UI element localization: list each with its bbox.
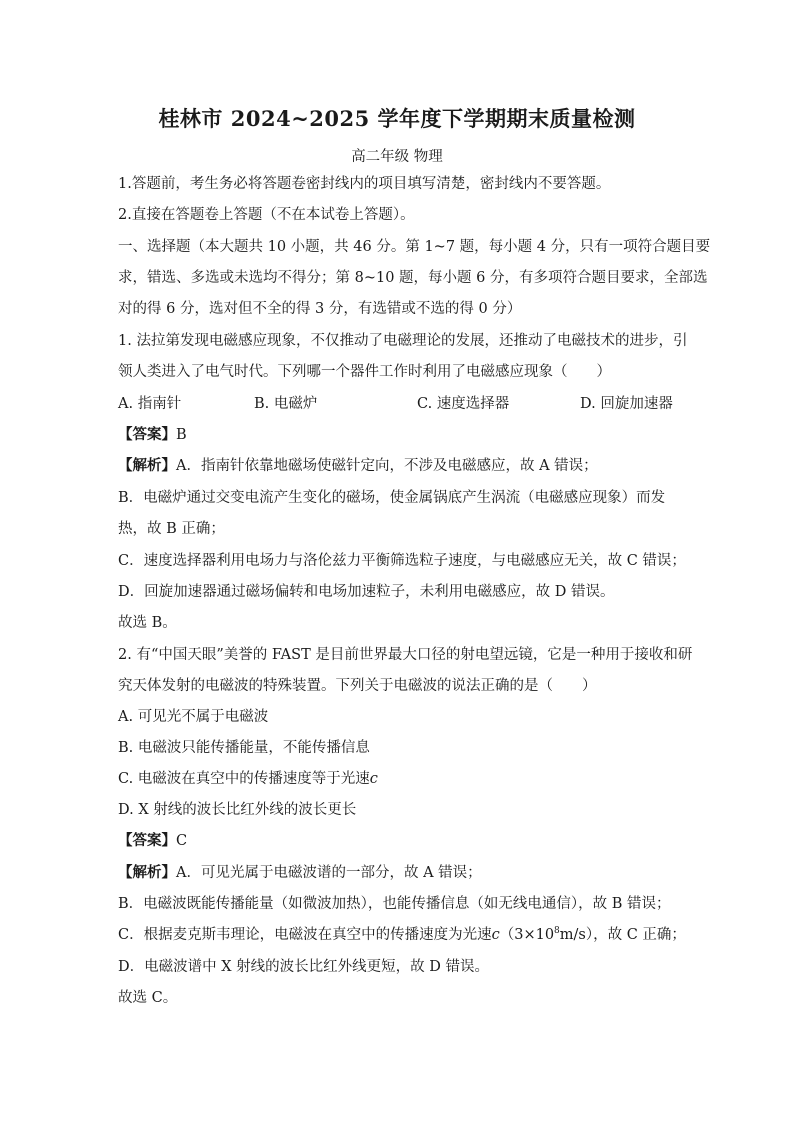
answer-value: B [176,427,187,443]
question-stem: 2. 有“中国天眼”美誉的 FAST 是目前世界最大口径的射电望远镜，它是一种用于接收和研 [118,647,693,663]
analysis-text: A．可见光属于电磁波谱的一部分，故 A 错误； [176,865,482,881]
analysis-text: 故选 C。 [118,990,178,1006]
analysis-line [118,456,598,476]
option-a: A. 指南针 [118,396,182,412]
analysis-text [118,925,686,945]
exponent: 8 [554,926,560,937]
option-b: B. 电磁炉 [254,396,318,412]
analysis-line [118,863,482,883]
question-stem: 1. 法拉第发现电磁感应现象，不仅推动了电磁理论的发展，还推动了电磁技术的进步，引 [118,333,688,349]
analysis-label: 【解析】 [118,457,176,474]
analysis-text: 故选 B。 [118,615,177,631]
speed-of-light-symbol: c [369,771,378,787]
section-instructions: 对的得 6 分，选对但不全的得 3 分，有选错或不选的得 0 分） [118,301,522,317]
answer-line [118,831,187,851]
option-b: B. 电磁波只能传播能量，不能传播信息 [118,740,370,756]
option-c: C. 速度选择器 [417,396,510,412]
answer-label: 【答案】 [118,832,176,849]
note-line: 1.答题前，考生务必将答题卷密封线内的项目填写清楚，密封线内不要答题。 [118,176,611,192]
answer-line [118,425,187,445]
analysis-text: D．回旋加速器通过磁场偏转和电场加速粒子，未利用电磁感应，故 D 错误。 [118,584,615,600]
analysis-text: D．电磁波谱中 X 射线的波长比红外线更短，故 D 错误。 [118,959,490,975]
question-stem: 究天体发射的电磁波的特殊装置。下列关于电磁波的说法正确的是（ ） [118,678,597,694]
analysis-label: 【解析】 [118,864,176,881]
option-d: D. X 射线的波长比红外线的波长更长 [118,802,357,818]
question-stem: 领人类进入了电气时代。下列哪一个器件工作时利用了电磁感应现象（ ） [118,364,611,380]
section-instructions: 一、选择题（本大题共 10 小题，共 46 分。第 1~7 题，每小题 4 分，只有一项符合题目要 [118,239,711,255]
analysis-text: A．指南针依靠地磁场使磁针定向，不涉及电磁感应，故 A 错误； [176,458,598,474]
option-c [118,769,378,789]
answer-label: 【答案】 [118,426,176,443]
analysis-c-post: m/s），故 C 正确； [559,927,686,943]
option-c-text: C. 电磁波在真空中的传播速度等于光速 [118,771,370,787]
page-title: 桂林市 2024~2025 学年度下学期期末质量检测 [158,106,636,131]
analysis-text: B．电磁炉通过交变电流产生变化的磁场，使金属锅底产生涡流（电磁感应现象）而发 [118,490,666,506]
analysis-text: C．速度选择器利用电场力与洛伦兹力平衡筛选粒子速度，与电磁感应无关，故 C 错误； [118,553,686,569]
analysis-c-speed: （3×10 [499,927,555,943]
page-subtitle: 高二年级 物理 [351,149,443,165]
speed-of-light-symbol: c [491,927,500,943]
option-a: A. 可见光不属于电磁波 [118,709,269,725]
analysis-text: 热，故 B 正确； [118,521,225,537]
analysis-text: B．电磁波既能传播能量（如微波加热），也能传播信息（如无线电通信），故 B 错误； [118,896,671,912]
option-d: D. 回旋加速器 [580,396,673,412]
analysis-c-pre: C．根据麦克斯韦理论，电磁波在真空中的传播速度为光速 [118,927,492,943]
answer-value: C [176,833,188,849]
note-line: 2.直接在答题卷上答题（不在本试卷上答题）。 [118,207,415,223]
section-instructions: 求，错选、多选或未选均不得分；第 8~10 题，每小题 6 分，有多项符合题目要求，全部选 [118,270,708,286]
